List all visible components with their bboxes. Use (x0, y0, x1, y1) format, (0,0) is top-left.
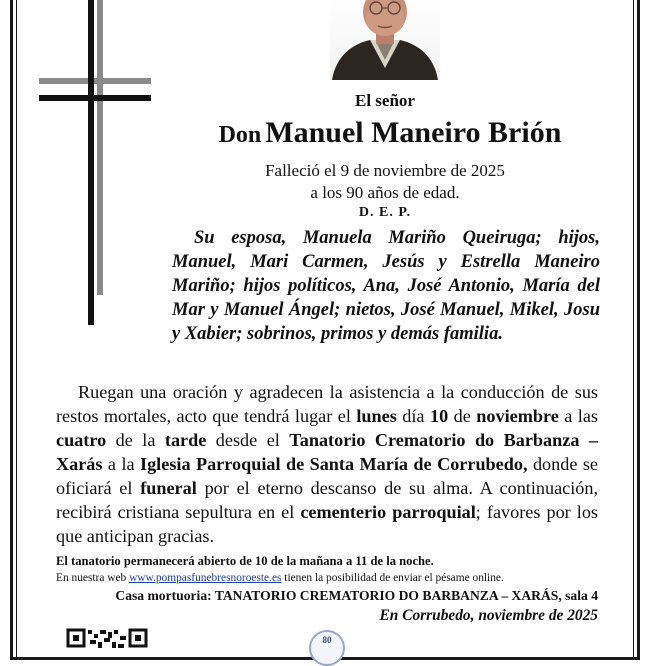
portrait-illustration (330, 0, 440, 80)
notice-text: a las (558, 406, 598, 426)
deceased-name: Manuel Maneiro Brión (265, 116, 562, 149)
website-link[interactable]: www.pompasfunebresnoroeste.es (129, 572, 282, 584)
death-info (220, 160, 550, 204)
death-date-line: Falleció el 9 de noviembre de 2025 (265, 161, 505, 180)
notice-text: ; favores por los que anticipan gracias. (56, 502, 598, 546)
cross-shadow-horizontal (39, 78, 151, 84)
cross-vertical-bar (88, 0, 94, 325)
notice-funeral: funeral (140, 478, 197, 498)
cross-shadow-vertical (97, 0, 103, 295)
notice-text: donde se oficiará el (56, 454, 598, 498)
notice-text: de (448, 406, 477, 426)
age-line: a los 90 años de edad. (310, 183, 460, 202)
badge-number: 80 (322, 635, 332, 645)
anniversary-badge-icon (309, 630, 345, 666)
notice-time-of-day: tarde (164, 430, 207, 450)
cross-horizontal-bar (39, 95, 151, 101)
ceremony-notice (56, 380, 598, 548)
casa-value: TANATORIO CREMATORIO DO BARBANZA – XARÁS, sala 4 (214, 588, 598, 603)
notice-date: 10 (429, 406, 449, 426)
qr-code-icon[interactable] (66, 628, 150, 650)
casa-mortuoria (56, 588, 598, 604)
notice-text: por el eterno descanso de su alma. A continuación, recibirá cristiana sepultura en el (56, 478, 599, 522)
casa-label: Casa mortuoria: (115, 588, 212, 603)
notice-day: lunes (356, 406, 397, 426)
notice-church: Iglesia Parroquial de Santa María de Corrubedo, (140, 454, 528, 474)
deceased-name-heading (150, 116, 630, 150)
notice-hour: cuatro (56, 430, 107, 450)
place-and-date: En Corrubedo, noviembre de 2025 (379, 607, 598, 624)
notice-text: desde el (206, 430, 290, 450)
family-list: Su esposa, Manuela Mariño Queiruga; hijos, Manuel, Mari Carmen, Jesús y Estrella Maneiro Mariño; hijos políticos, Ana, José Antonio, María del Mar y Manuel Ángel; nietos, José Manuel, Mikel, Josu y Xabier; sobrinos, primos y demás familia. (172, 228, 600, 344)
notice-text: de la (106, 430, 165, 450)
deceased-photo (330, 0, 440, 80)
title-prefix: Don (218, 122, 262, 148)
notice-funeral-home: Tanatorio Crematorio do Barbanza – Xarás (56, 430, 598, 474)
tanatorio-hours: El tanatorio permanecerá abierto de 10 de la mañana a 11 de la noche. (56, 554, 434, 568)
notice-cemetery: cementerio parroquial (300, 502, 476, 522)
web-condolences-note (56, 572, 616, 584)
web-prefix: En nuestra web (56, 572, 130, 584)
notice-month: noviembre (476, 406, 559, 426)
notice-text: día (396, 406, 430, 426)
salutation: El señor (355, 91, 415, 110)
notice-text: a la (102, 454, 141, 474)
notice-text: Ruegan una oración y agradecen la asistencia a la conducción de sus restos mortales, acto que tendrá lugar el (56, 382, 598, 426)
dep-abbreviation: D. E. P. (358, 205, 412, 220)
web-suffix: tienen la posibilidad de enviar el pésame online. (281, 572, 504, 584)
